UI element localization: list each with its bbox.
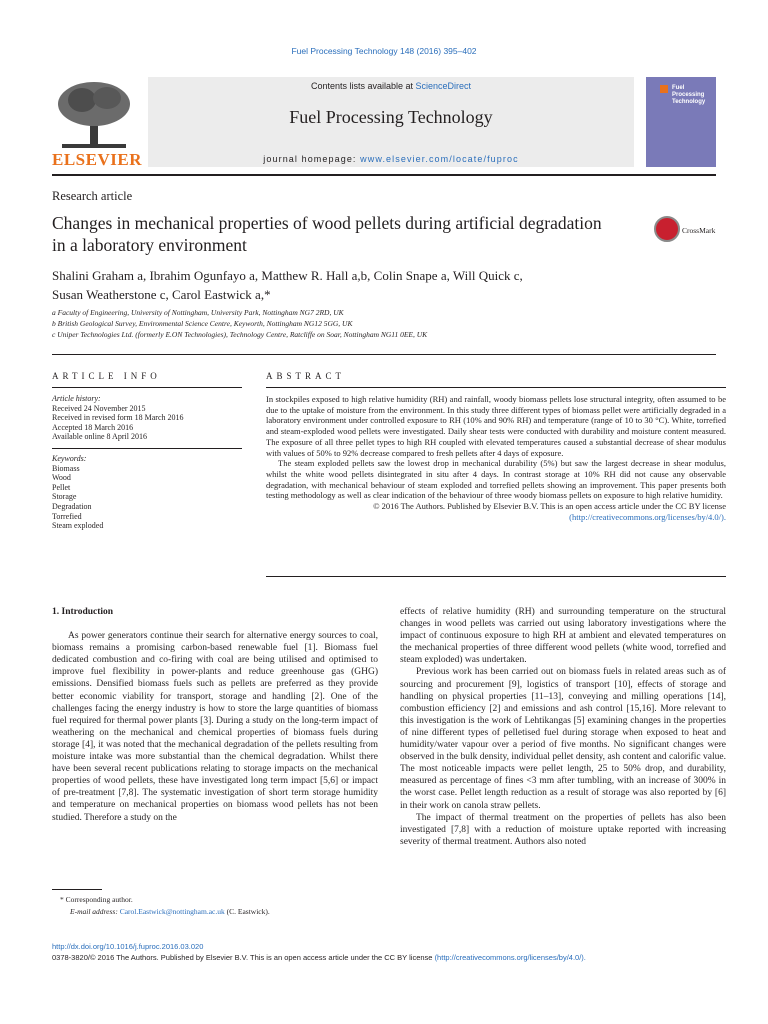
- email-link[interactable]: Carol.Eastwick@nottingham.ac.uk: [119, 906, 225, 916]
- history-revised: Received in revised form 18 March 2016: [52, 413, 184, 423]
- history-online: Available online 8 April 2016: [52, 432, 147, 442]
- affiliations-rule: [52, 354, 716, 355]
- keyword: Pellet: [52, 482, 71, 492]
- keyword: Biomass: [52, 463, 80, 473]
- intro-paragraph-1: As power generators continue their search for alternative energy sources to coal, biomass remains a promising carbon-based renewable fuel [1]. Biomass fuel dedicated combustion and co-firing with coal are being utilised and optimised to improve fuel flexibility in power-plants and reduce greenhouse gas (GHG) emissions. Densified biomass fuels such as pellets are preferred as they provide better economic viability for transport, storage and handling [2]. One of the challenges facing the energy industry is how to store the large quantities of biomass fuel required for thermal power plants [3]. During a study on the long-term impact of weathering on the mechanical and chemical properties of biomass fuels during storage [4], it was noted that the mechanical degradation of the pellets resulting from moisture intake was more substantial than the chemical degradation. Whilst there have been several recent publications relating to storage impacts on the mechanical properties of wood pellets, these have investigated long term impact [5,6] or impact of pre-treatment [7,8]. The systematic investigation of short term storage humidity and temperature on mechanical properties on biomass wood pellets has not been studied. Therefore a study on the: [52, 631, 378, 823]
- abstract-rule: [266, 387, 726, 388]
- crossmark-label[interactable]: CrossMark: [682, 226, 716, 235]
- intro-paragraph-4: The impact of thermal treatment on the properties of pellets has also been investigated [7,8] with a reduction of moisture uptake reported with increasing severity of thermal treatment. Authors also noted: [400, 812, 726, 847]
- doi-link[interactable]: http://dx.doi.org/10.1016/j.fuproc.2016.03.020: [52, 942, 204, 951]
- abstract-heading: ABSTRACT: [266, 371, 346, 381]
- contents-line: [148, 81, 634, 91]
- article-info-rule: [52, 387, 242, 388]
- affiliation-c: c Uniper Technologies Ltd. (formerly E.ON Technologies), Technology Centre, Ratcliffe on Soar, Nottingham NG11 0EE, UK: [52, 330, 428, 339]
- abstract-bottom-rule: [266, 576, 726, 577]
- authors-line-2[interactable]: Susan Weatherstone c, Carol Eastwick a,*: [52, 287, 271, 302]
- introduction-heading: 1. Introduction: [52, 607, 114, 617]
- cover-title: Fuel Processing Technology: [672, 85, 706, 105]
- sciencedirect-link[interactable]: ScienceDirect: [415, 81, 472, 91]
- email-suffix: (C. Eastwick).: [224, 906, 270, 916]
- abstract-paragraph-1: In stockpiles exposed to high relative humidity (RH) and rainfall, woody biomass pellets lose structural integrity, often assumed to be due to the uptake of moisture from the environment. In this study three different types of biomass pellet were artificially degraded in a laboratory environment under controlled exposure to RH (10% and 90% RH) and temperature (range of 10 to 30 °C). White, torrefied and steam-exploded wood pellets were investigated. Daily shear tests were conducted with durability and moisture content measured. The exposure of all three pellet types to high RH coupled with elevated temperatures caused a substantial decrease of shear modulus with values of 50% to 92% decrease compared to fresh pellets after 4 days of exposure.: [266, 394, 726, 458]
- history-divider: [52, 448, 242, 449]
- page-footer: [52, 941, 732, 963]
- body-column-right: [400, 606, 726, 848]
- footnote: [52, 894, 372, 917]
- affiliations: [52, 307, 732, 340]
- journal-title: Fuel Processing Technology: [289, 107, 493, 127]
- history-accepted: Accepted 18 March 2016: [52, 422, 134, 432]
- footer-license-link[interactable]: (http://creativecommons.org/licenses/by/4.0/).: [434, 953, 586, 962]
- journal-homepage: [148, 154, 634, 164]
- author-list: [52, 266, 672, 304]
- history-received: Received 24 November 2015: [52, 403, 146, 413]
- journal-reference[interactable]: Fuel Processing Technology 148 (2016) 395–402: [291, 46, 477, 56]
- elsevier-wordmark: ELSEVIER: [52, 150, 142, 169]
- keyword: Degradation: [52, 501, 92, 511]
- license-text: © 2016 The Authors. Published by Elsevier B.V. This is an open access article under the CC BY license: [373, 501, 726, 512]
- article-info-heading: ARTICLE INFO: [52, 371, 161, 381]
- keyword: Storage: [52, 492, 77, 502]
- homepage-prefix: journal homepage:: [263, 154, 361, 164]
- homepage-link[interactable]: www.elsevier.com/locate/fuproc: [360, 154, 519, 164]
- intro-paragraph-3: Previous work has been carried out on biomass fuels in related areas such as of sourcing and procurement [9], logistics of transport [10], effects of storage and handling on physical properties [11–13], conveying and milling operations [14], combustion efficiency [2] and emissions and ash control [15,16]. More relevant to this investigation is the work of Lehtikangas [5] examining changes in the properties of nine different types of pelletised fuel during storage when exposed to heat and humidity/water vapour over a period of five months. No significant changes were observed in the bulk density, individual pellet density, ash content and calorific value. The most noticeable impacts were pellet length, 25 to 50% drop, and durability, measured as percentage of fines <3 mm after tumbling, with an increase of 300% in the worst case. Pellet length reduction as a result of storage was also reported by [6] in their work on canola straw pellets.: [400, 667, 726, 811]
- license-link[interactable]: (http://creativecommons.org/licenses/by/4.0/).: [569, 511, 726, 522]
- email-label: E-mail address:: [70, 906, 120, 916]
- keyword: Steam exploded: [52, 521, 104, 531]
- body-column-left: [52, 606, 378, 824]
- crossmark-icon[interactable]: [654, 216, 680, 242]
- contents-prefix: Contents lists available at: [310, 81, 416, 91]
- intro-paragraph-2: effects of relative humidity (RH) and surrounding temperature on the structural changes in wood pellets was carried out using laboratory investigations where the impact of continuous exposure to high RH at ambient and elevated temperatures on the mechanical properties of three different wood pellets (white wood, torrefied and steam exploded) was undertaken.: [400, 607, 726, 666]
- keywords-label: Keywords:: [52, 453, 87, 463]
- authors-line-1[interactable]: Shalini Graham a, Ibrahim Ogunfayo a, Matthew R. Hall a,b, Colin Snape a, Will Quick c,: [52, 268, 523, 283]
- corresponding-author-note: * Corresponding author.: [60, 895, 133, 904]
- article-history: [52, 394, 242, 531]
- article-type: Research article: [52, 189, 133, 203]
- footer-license-text: 0378-3820/© 2016 The Authors. Published by Elsevier B.V. This is an open access article under the CC BY license: [52, 953, 435, 962]
- footnote-rule: [52, 889, 102, 890]
- affiliation-a: a Faculty of Engineering, University of Nottingham, University Park, Nottingham NG7 2RD, UK: [52, 308, 344, 317]
- keyword: Wood: [52, 473, 71, 483]
- history-label: Article history:: [52, 394, 101, 403]
- abstract-body: [266, 394, 726, 522]
- article-title: Changes in mechanical properties of wood pellets during artificial degradation in a laboratory environment: [52, 213, 602, 255]
- affiliation-b: b British Geological Survey, Environmental Science Centre, Keyworth, Nottingham NG12 5GG, UK: [52, 319, 353, 328]
- abstract-paragraph-2: The steam exploded pellets saw the lowest drop in mechanical durability (5%) but saw the largest decrease in shear modulus, whilst the white wood pellets disintegrated in situ after 4 days. In contrast storage at 10% RH did not cause any observable degradation, with mechanical behaviour of steam exploded and torrefied pellets showing an improvement. This paper presents both testing methodology as well as clear indication of the behaviour of three woody biomass pellets on exposure to high relative humidity.: [266, 458, 726, 501]
- header-rule: [52, 174, 716, 176]
- footer-license: [52, 952, 732, 963]
- email-line: [52, 906, 372, 918]
- journal-cover-image: [646, 77, 716, 167]
- keyword: Torrefied: [52, 511, 82, 521]
- abstract-license: [266, 501, 726, 522]
